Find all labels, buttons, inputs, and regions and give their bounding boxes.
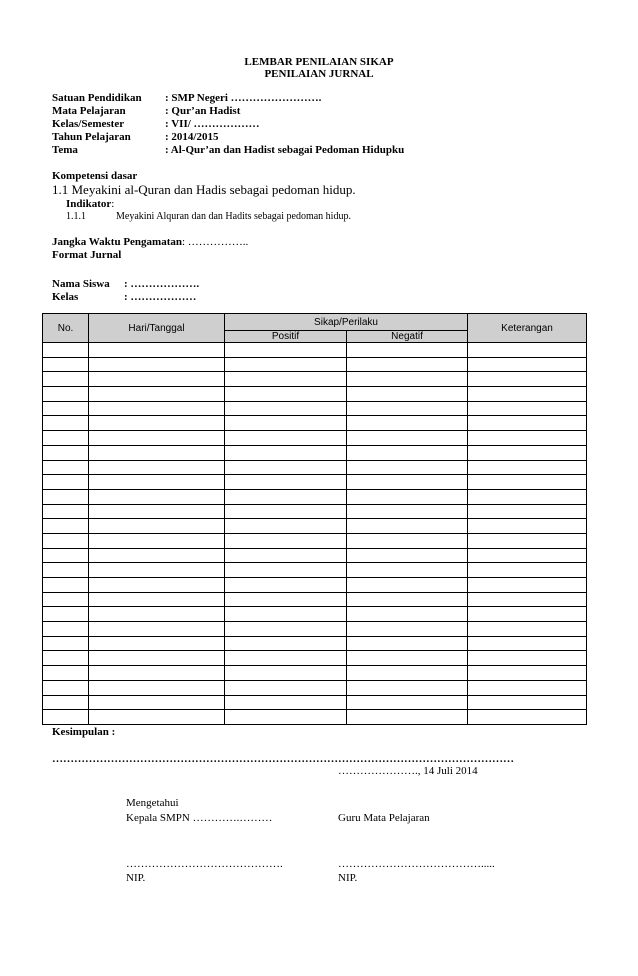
info-label: Tahun Pelajaran bbox=[52, 131, 131, 143]
table-cell bbox=[347, 372, 468, 387]
table-cell bbox=[43, 489, 89, 504]
table-cell bbox=[347, 475, 468, 490]
signature-line-right: …………………………………..... bbox=[338, 858, 495, 870]
column-header-date: Hari/Tanggal bbox=[89, 314, 225, 343]
table-cell bbox=[468, 372, 587, 387]
table-row bbox=[43, 519, 587, 534]
student-name-value: : ………………. bbox=[124, 278, 200, 290]
table-cell bbox=[43, 431, 89, 446]
table-row bbox=[43, 680, 587, 695]
table-row bbox=[43, 666, 587, 681]
table-row bbox=[43, 416, 587, 431]
table-cell bbox=[347, 666, 468, 681]
column-header-positif: Positif bbox=[225, 331, 347, 343]
table-row bbox=[43, 636, 587, 651]
table-cell bbox=[347, 533, 468, 548]
table-cell bbox=[89, 401, 225, 416]
table-row bbox=[43, 357, 587, 372]
table-cell bbox=[89, 372, 225, 387]
table-cell bbox=[43, 710, 89, 725]
table-row bbox=[43, 504, 587, 519]
table-cell bbox=[89, 416, 225, 431]
table-cell bbox=[225, 651, 347, 666]
guru-label: Guru Mata Pelajaran bbox=[338, 812, 430, 824]
kepala-sekolah-label: Kepala SMPN ………….……… bbox=[126, 812, 273, 824]
table-cell bbox=[347, 710, 468, 725]
table-row bbox=[43, 343, 587, 358]
table-cell bbox=[347, 592, 468, 607]
table-row bbox=[43, 475, 587, 490]
table-cell bbox=[225, 695, 347, 710]
table-cell bbox=[347, 343, 468, 358]
table-cell bbox=[468, 607, 587, 622]
table-cell bbox=[89, 357, 225, 372]
table-cell bbox=[43, 343, 89, 358]
table-cell bbox=[225, 387, 347, 402]
table-cell bbox=[89, 666, 225, 681]
student-name-label: Nama Siswa bbox=[52, 278, 110, 290]
table-cell bbox=[468, 651, 587, 666]
table-cell bbox=[468, 489, 587, 504]
table-row bbox=[43, 401, 587, 416]
student-class-label: Kelas bbox=[52, 291, 79, 303]
footer-date: …………………., 14 Juli 2014 bbox=[338, 765, 478, 777]
table-cell bbox=[347, 607, 468, 622]
table-cell bbox=[468, 533, 587, 548]
table-cell bbox=[89, 710, 225, 725]
table-cell bbox=[89, 622, 225, 637]
kompetensi-heading: Kompetensi dasar bbox=[52, 170, 138, 182]
table-cell bbox=[89, 504, 225, 519]
table-cell bbox=[89, 431, 225, 446]
table-cell bbox=[225, 416, 347, 431]
nip-right: NIP. bbox=[338, 872, 358, 884]
table-cell bbox=[347, 651, 468, 666]
table-cell bbox=[89, 592, 225, 607]
table-cell bbox=[43, 387, 89, 402]
table-cell bbox=[43, 504, 89, 519]
table-cell bbox=[89, 460, 225, 475]
table-cell bbox=[89, 445, 225, 460]
document-subtitle: PENILAIAN JURNAL bbox=[264, 68, 374, 80]
table-cell bbox=[89, 387, 225, 402]
table-cell bbox=[225, 710, 347, 725]
table-row bbox=[43, 387, 587, 402]
table-cell bbox=[225, 504, 347, 519]
table-row bbox=[43, 710, 587, 725]
table-cell bbox=[468, 636, 587, 651]
table-cell bbox=[468, 343, 587, 358]
table-row bbox=[43, 592, 587, 607]
table-cell bbox=[43, 357, 89, 372]
table-cell bbox=[347, 357, 468, 372]
journal-table bbox=[42, 313, 587, 725]
journal-table-body bbox=[43, 343, 587, 725]
table-cell bbox=[468, 519, 587, 534]
indikator-number: 1.1.1 bbox=[66, 211, 86, 222]
table-cell bbox=[347, 548, 468, 563]
table-cell bbox=[89, 578, 225, 593]
table-cell bbox=[347, 489, 468, 504]
table-cell bbox=[225, 489, 347, 504]
table-cell bbox=[468, 475, 587, 490]
table-row bbox=[43, 533, 587, 548]
table-cell bbox=[468, 357, 587, 372]
table-row bbox=[43, 622, 587, 637]
table-cell bbox=[225, 460, 347, 475]
table-cell bbox=[43, 460, 89, 475]
table-cell bbox=[225, 431, 347, 446]
info-value: : 2014/2015 bbox=[165, 131, 219, 143]
table-cell bbox=[89, 607, 225, 622]
table-cell bbox=[347, 680, 468, 695]
table-cell bbox=[43, 680, 89, 695]
column-header-no: No. bbox=[43, 314, 89, 343]
table-cell bbox=[347, 504, 468, 519]
table-cell bbox=[347, 460, 468, 475]
table-cell bbox=[89, 548, 225, 563]
table-cell bbox=[43, 636, 89, 651]
table-cell bbox=[347, 416, 468, 431]
info-value: : VII/ ……………… bbox=[165, 118, 260, 130]
table-cell bbox=[89, 489, 225, 504]
table-row bbox=[43, 489, 587, 504]
table-cell bbox=[468, 578, 587, 593]
table-cell bbox=[225, 592, 347, 607]
kompetensi-dasar: 1.1 Meyakini al-Quran dan Hadis sebagai pedoman hidup. bbox=[52, 182, 356, 197]
student-class-value: : ……………… bbox=[124, 291, 197, 303]
table-cell bbox=[89, 563, 225, 578]
indikator-label: Indikator: bbox=[66, 198, 115, 210]
table-cell bbox=[468, 387, 587, 402]
table-cell bbox=[89, 680, 225, 695]
table-cell bbox=[43, 533, 89, 548]
table-cell bbox=[225, 622, 347, 637]
kesimpulan-label: Kesimpulan : bbox=[52, 726, 116, 738]
table-cell bbox=[468, 710, 587, 725]
table-cell bbox=[43, 372, 89, 387]
table-cell bbox=[347, 578, 468, 593]
table-cell bbox=[43, 695, 89, 710]
table-cell bbox=[225, 533, 347, 548]
table-cell bbox=[347, 401, 468, 416]
table-cell bbox=[468, 695, 587, 710]
table-row bbox=[43, 651, 587, 666]
table-cell bbox=[225, 666, 347, 681]
table-cell bbox=[89, 519, 225, 534]
table-row bbox=[43, 431, 587, 446]
table-row bbox=[43, 695, 587, 710]
table-cell bbox=[468, 431, 587, 446]
table-cell bbox=[468, 504, 587, 519]
table-cell bbox=[225, 475, 347, 490]
info-label: Satuan Pendidikan bbox=[52, 92, 142, 104]
table-cell bbox=[225, 401, 347, 416]
info-label: Tema bbox=[52, 144, 78, 156]
table-row bbox=[43, 445, 587, 460]
table-cell bbox=[468, 445, 587, 460]
table-cell bbox=[225, 680, 347, 695]
table-cell bbox=[468, 563, 587, 578]
table-cell bbox=[43, 666, 89, 681]
document-title: LEMBAR PENILAIAN SIKAP bbox=[244, 56, 394, 68]
table-cell bbox=[468, 622, 587, 637]
nip-left: NIP. bbox=[126, 872, 146, 884]
column-header-sikap: Sikap/Perilaku bbox=[225, 314, 468, 331]
table-row bbox=[43, 607, 587, 622]
table-cell bbox=[468, 460, 587, 475]
table-cell bbox=[225, 519, 347, 534]
table-cell bbox=[89, 343, 225, 358]
table-cell bbox=[89, 695, 225, 710]
format-jurnal: Format Jurnal bbox=[52, 249, 122, 261]
table-cell bbox=[43, 475, 89, 490]
table-cell bbox=[43, 401, 89, 416]
table-cell bbox=[225, 445, 347, 460]
table-cell bbox=[43, 607, 89, 622]
table-cell bbox=[43, 622, 89, 637]
info-label: Kelas/Semester bbox=[52, 118, 125, 130]
table-cell bbox=[89, 475, 225, 490]
table-cell bbox=[43, 548, 89, 563]
table-cell bbox=[347, 387, 468, 402]
column-header-negatif: Negatif bbox=[347, 331, 468, 343]
table-cell bbox=[225, 607, 347, 622]
signature-line-left: ……………………………………. bbox=[126, 858, 283, 870]
table-cell bbox=[225, 372, 347, 387]
table-cell bbox=[89, 636, 225, 651]
table-cell bbox=[225, 636, 347, 651]
info-value: : SMP Negeri ……………………. bbox=[165, 92, 322, 104]
table-cell bbox=[43, 578, 89, 593]
table-cell bbox=[225, 357, 347, 372]
table-cell bbox=[43, 592, 89, 607]
table-cell bbox=[347, 563, 468, 578]
table-cell bbox=[468, 548, 587, 563]
kesimpulan-dots: ……………………………………………………………………………………………………………… bbox=[52, 753, 514, 765]
table-cell bbox=[347, 431, 468, 446]
table-cell bbox=[225, 343, 347, 358]
table-row bbox=[43, 578, 587, 593]
mengetahui-text: Mengetahui bbox=[126, 797, 179, 809]
table-cell bbox=[89, 533, 225, 548]
table-cell bbox=[43, 445, 89, 460]
table-cell bbox=[468, 592, 587, 607]
table-cell bbox=[225, 548, 347, 563]
column-header-keterangan: Keterangan bbox=[468, 314, 587, 343]
table-cell bbox=[347, 695, 468, 710]
table-row bbox=[43, 372, 587, 387]
table-cell bbox=[468, 401, 587, 416]
table-cell bbox=[468, 680, 587, 695]
indikator-text: Meyakini Alquran dan dan Hadits sebagai pedoman hidup. bbox=[116, 211, 351, 222]
table-cell bbox=[89, 651, 225, 666]
table-cell bbox=[468, 416, 587, 431]
table-cell bbox=[43, 519, 89, 534]
table-cell bbox=[468, 666, 587, 681]
table-cell bbox=[43, 651, 89, 666]
table-cell bbox=[347, 636, 468, 651]
table-row bbox=[43, 460, 587, 475]
table-row bbox=[43, 563, 587, 578]
table-cell bbox=[347, 519, 468, 534]
table-cell bbox=[43, 416, 89, 431]
table-cell bbox=[347, 445, 468, 460]
info-value: : Al-Qur’an dan Hadist sebagai Pedoman Hidupku bbox=[165, 144, 405, 156]
table-cell bbox=[225, 563, 347, 578]
info-label: Mata Pelajaran bbox=[52, 105, 126, 117]
table-cell bbox=[347, 622, 468, 637]
jangka-waktu: Jangka Waktu Pengamatan: …………….. bbox=[52, 236, 249, 248]
info-value: : Qur’an Hadist bbox=[165, 105, 241, 117]
table-row bbox=[43, 548, 587, 563]
table-cell bbox=[225, 578, 347, 593]
table-cell bbox=[43, 563, 89, 578]
